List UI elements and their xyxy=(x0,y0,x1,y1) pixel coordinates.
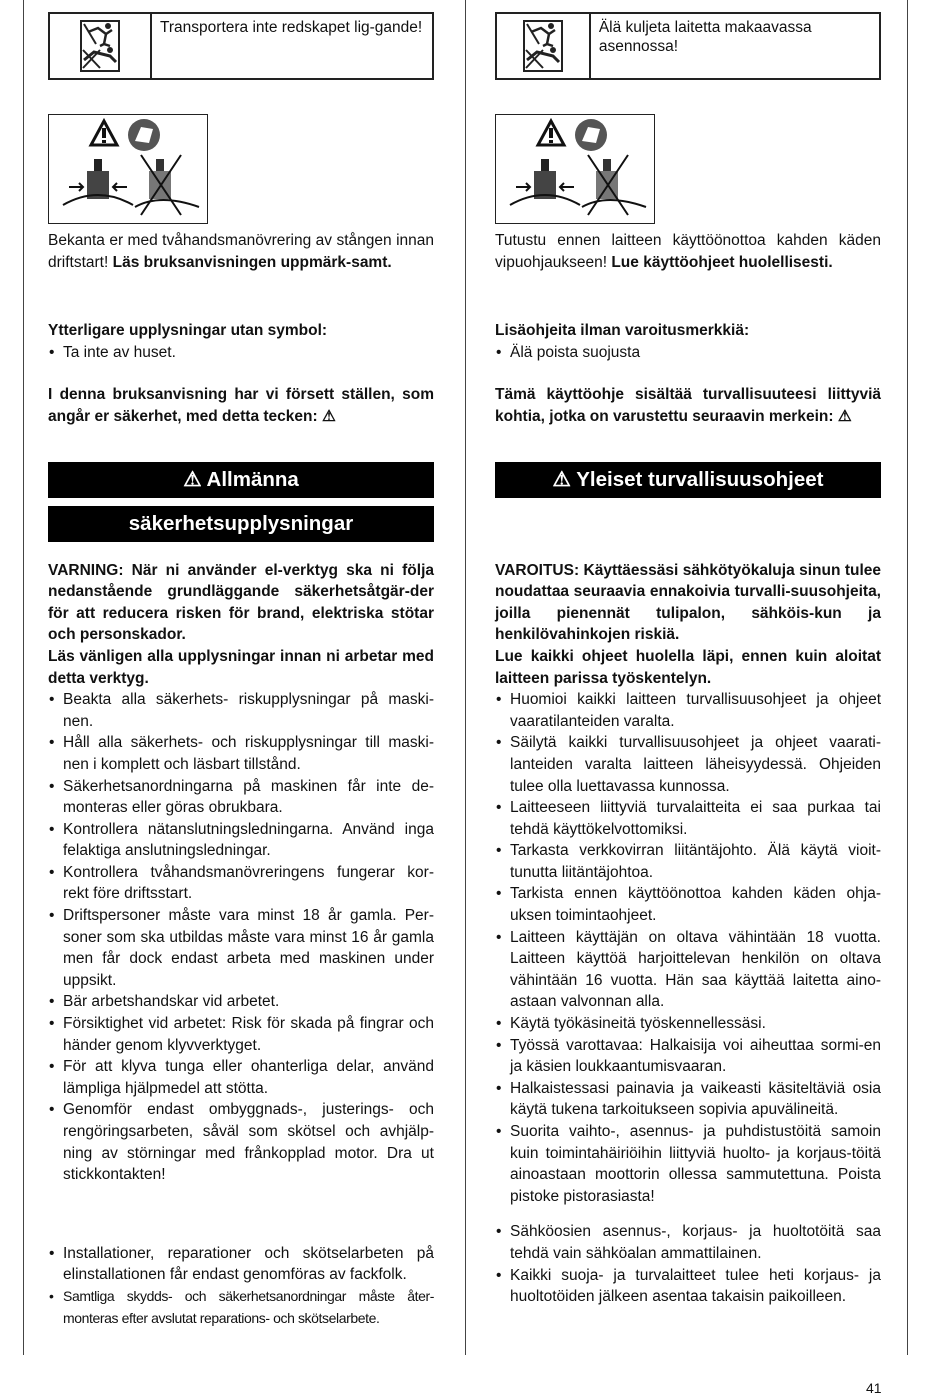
list-item: • Laitteeseen liittyviä turvalaitteita ei saa purkaa tai tehdä käyttökelvottomiksi. xyxy=(495,797,881,840)
list-item: • Kontrollera nätanslutningsledningarna. Använd inga felaktiga anslutningsledningar. xyxy=(48,819,434,862)
list-item: • Genomför endast ombyggnads-, justerings- och rengöringsarbeten, såväl som skötsel och avhjälp-ning av störningar med frånkopplad motor. Dra ut stickkontakten! xyxy=(48,1099,434,1185)
list-item: • Installationer, reparationer och skötselarbeten på elinstallationen får endast genomföras av fackfolk. xyxy=(48,1243,434,1286)
warning-paragraph: VARNING: När ni använder el-verktyg ska ni följa nedanstående grundläggande säkerhetsåtgär-der för att reducera risken för brand, elektriska stötar och personskador. xyxy=(48,561,434,644)
electrical-list xyxy=(495,1221,881,1307)
list-item: • Tarkista ennen käyttöönottoa kahden käden ohja-uksen toimintaohjeet. xyxy=(495,883,881,926)
swedish-column xyxy=(48,12,434,1329)
transport-warning-box xyxy=(495,12,881,80)
safety-list xyxy=(495,689,881,1207)
section-title-bar: ⚠ Yleiset turvallisuusohjeet xyxy=(495,462,881,498)
two-hand-operation-icon xyxy=(495,114,655,224)
intro-text: Bekanta er med tvåhandsmanövrering av stången innan driftstart! Läs bruksanvisningen uppmärk-samt. xyxy=(48,232,434,271)
list-item: • Käytä työkäsineitä työskennellessäsi. xyxy=(495,1013,881,1035)
section-title-bar-continued: säkerhetsupplysningar xyxy=(48,506,434,542)
extra-info-heading: Lisäohjeita ilman varoitusmerkkiä: xyxy=(495,322,750,340)
extra-info-list xyxy=(48,342,434,364)
page-number: 41 xyxy=(866,1380,882,1396)
section-title-bar: ⚠ Allmänna xyxy=(48,462,434,498)
list-item: • Håll alla säkerhets- och riskupplysningar till maski-nen i komplett och läsbart tillstånd. xyxy=(48,732,434,775)
list-item: • Sähköosien asennus-, korjaus- ja huoltotöitä saa tehdä vain sähköalan ammattilainen. xyxy=(495,1221,881,1264)
safety-list xyxy=(48,689,434,1186)
safety-mark-explanation: Tämä käyttöohje sisältää turvallisuuteesi liittyviä kohtia, jotka on varustettu seuraavin merkein: ⚠ xyxy=(495,386,881,425)
list-item: • Huomioi kaikki laitteen turvallisuusohjeet ja ohjeet vaaratilanteiden varalta. xyxy=(495,689,881,732)
list-item: • Säilytä kaikki turvallisuusohjeet ja ohjeet vaarati-lanteiden varalta laitteen läheisyydessä. Ohjeiden tulee olla luettavassa kunnossa. xyxy=(495,732,881,797)
list-item: • Driftspersoner måste vara minst 18 år gamla. Per-soner som ska utbildas måste vara minst 16 år gamla men får dock endast arbeta med maskinen under uppsikt. xyxy=(48,905,434,991)
list-item: • Samtliga skydds- och säkerhetsanordningar måste åter-monteras efter avslutat reparations- och skötselarbete. xyxy=(48,1286,434,1329)
finnish-column xyxy=(495,12,881,1308)
electrical-list xyxy=(48,1243,434,1329)
list-item: • Beakta alla säkerhets- riskupplysningar på maski-nen. xyxy=(48,689,434,732)
list-item: • Ta inte av huset. xyxy=(48,342,434,364)
list-item: • Laitteen käyttäjän on oltava vähintään 18 vuotta. Laitteen käyttöä harjoittelevan henkilön on oltava vähintään 16 vuotta. Hän saa käyttää laitetta aino-astaan valvonnan alla. xyxy=(495,927,881,1013)
column-divider-right xyxy=(907,0,908,1355)
read-instructions-paragraph: Lue kaikki ohjeet huolella läpi, ennen kuin aloitat laitteen parissa työskentelyn. xyxy=(495,647,881,687)
list-item: • Tarkasta verkkovirran liitäntäjohto. Älä käytä vioit-tunutta liitäntäjohtoa. xyxy=(495,840,881,883)
list-item: • Kontrollera tvåhandsmanövreringens fungerar kor-rekt före driftsstart. xyxy=(48,862,434,905)
read-instructions-paragraph: Läs vänligen alla upplysningar innan ni arbetar med detta verktyg. xyxy=(48,647,434,687)
list-item: • Säkerhetsanordningarna på maskinen får inte de-monteras eller göras obrukbara. xyxy=(48,776,434,819)
column-divider-left xyxy=(23,0,24,1355)
safety-mark-explanation: I denna bruksanvisning har vi försett ställen, som angår er säkerhet, med detta tecken: ⚠ xyxy=(48,386,434,425)
list-item: • Työssä varottavaa: Halkaisija voi aiheuttaa sormi-en ja käsien loukkaantumisvaaran. xyxy=(495,1035,881,1078)
list-item: • Suorita vaihto-, asennus- ja puhdistustöitä samoin kuin toimintahäiriöihin liittyviä huolto- ja korjaus-töitä ainoastaan moottorin ollessa sammutettuna. Poista pistoke pistorasiasta! xyxy=(495,1121,881,1207)
no-lying-transport-icon xyxy=(50,14,152,78)
list-item: • För att klyva tunga eller ohanterliga delar, använd lämpliga hjälpmedel att stötta. xyxy=(48,1056,434,1099)
list-item: • Älä poista suojusta xyxy=(495,342,881,364)
list-item: • Halkaistessasi painavia ja vaikeasti käsiteltäviä osia käytä tukena tarkoitukseen sopivia apuvälineitä. xyxy=(495,1078,881,1121)
list-item: • Försiktighet vid arbetet: Risk för skada på fingrar och händer genom klyvverktyget. xyxy=(48,1013,434,1056)
extra-info-heading: Ytterligare upplysningar utan symbol: xyxy=(48,322,328,340)
list-item: • Bär arbetshandskar vid arbetet. xyxy=(48,991,434,1013)
list-item: • Kaikki suoja- ja turvalaitteet tulee heti korjaus- ja huoltotöiden jälkeen asentaa takaisin paikoilleen. xyxy=(495,1265,881,1308)
no-lying-transport-icon xyxy=(497,14,591,78)
transport-warning-box xyxy=(48,12,434,80)
transport-warning-text: Älä kuljeta laitetta makaavassa asennossa! xyxy=(598,19,812,55)
extra-info-list xyxy=(495,342,881,364)
column-divider-center xyxy=(465,0,466,1355)
transport-warning-text: Transportera inte redskapet lig-gande! xyxy=(160,19,423,36)
intro-text: Tutustu ennen laitteen käyttöönottoa kahden käden vipuohjaukseen! Lue käyttöohjeet huolellisesti. xyxy=(495,232,881,271)
two-hand-operation-icon xyxy=(48,114,208,224)
warning-paragraph: VAROITUS: Käyttäessäsi sähkötyökaluja sinun tulee noudattaa seuraavia ennakoivia turvalli-suusohjeita, joilla pienennät tulipalon, sähköis-kun ja henkilövahinkojen riskiä. xyxy=(495,561,881,644)
